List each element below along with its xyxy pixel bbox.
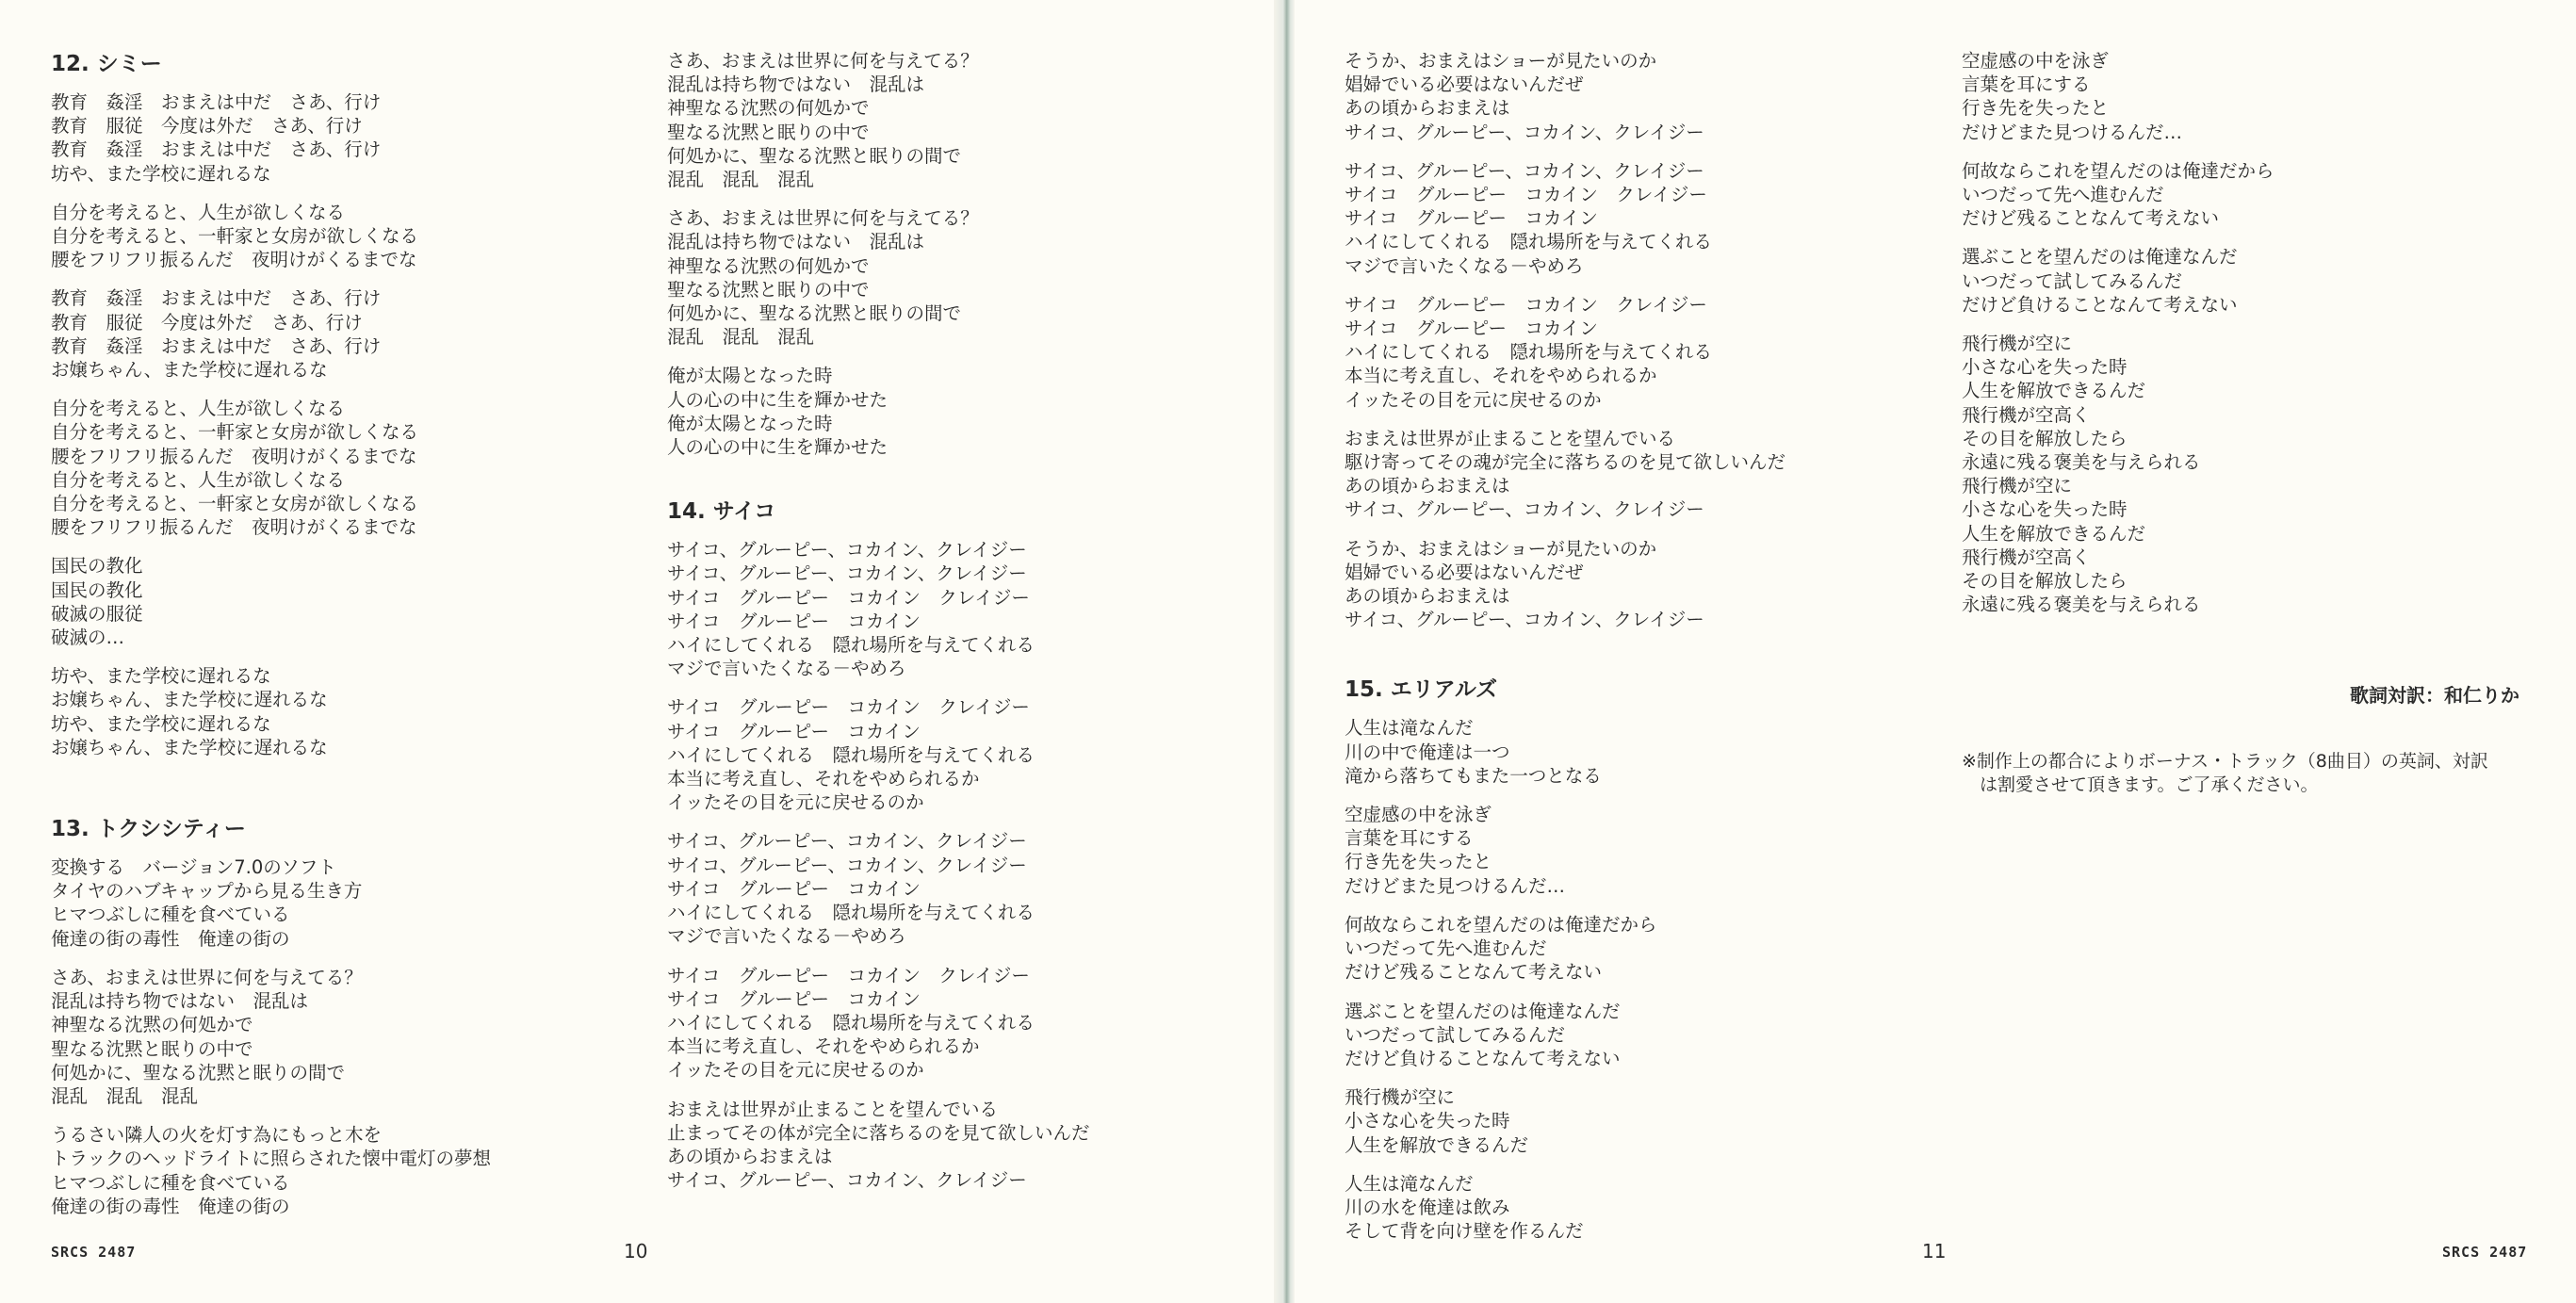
lyric-line: お嬢ちゃん、また学校に遅れるな	[51, 359, 328, 382]
lyric-line: 飛行機が空に	[1345, 1086, 1456, 1109]
lyric-stanza	[667, 695, 1270, 814]
lyric-line: サイコ、グルーピー、コカイン、クレイジー	[667, 562, 1027, 585]
lyric-line: 自分を考えると、一軒家と女房が欲しくなる	[51, 225, 419, 248]
lyric-line: トラックのヘッドライトに照らされた懐中電灯の夢想	[51, 1148, 492, 1170]
lyric-line: さあ、おまえは世界に何を与えてる？	[51, 966, 363, 988]
lyric-line: 飛行機が空に	[1962, 475, 2073, 497]
lyric-line: サイコ グルーピー コカイン クレイジー	[667, 586, 1030, 609]
lyric-line: 行き先を失ったと	[1962, 97, 2110, 120]
lyric-line: その目を解放したら	[1962, 570, 2128, 593]
lyric-line: マジで言いたくなる－やめろ	[1345, 254, 1584, 277]
lyric-line: 教育 服従 今度は外だ さあ、行け	[51, 115, 363, 138]
lyric-line: おまえは世界が止まることを望んでいる	[1345, 427, 1676, 449]
lyric-line: サイコ、グルーピー、コカイン、クレイジー	[667, 830, 1027, 853]
lyric-line: だけどまた見つけるんだ…	[1345, 874, 1566, 897]
lyric-line: 何処かに、聖なる沈黙と眠りの間で	[667, 144, 962, 167]
lyric-line: 永遠に残る褒美を与えられる	[1962, 451, 2201, 474]
lyric-line: 小さな心を失った時	[1962, 356, 2128, 379]
lyric-line: 教育 服従 今度は外だ さあ、行け	[51, 311, 363, 334]
binding-gutter	[1274, 0, 1295, 1303]
lyric-line: 駆け寄ってその魂が完全に落ちるのを見て欲しいんだ	[1345, 451, 1786, 474]
lyric-stanza	[1345, 427, 1948, 522]
lyric-line: サイコ、グルーピー、コカイン、クレイジー	[1345, 609, 1704, 631]
lyric-line: サイコ グルーピー コカイン	[667, 877, 921, 900]
lyric-line: サイコ グルーピー コカイン	[667, 610, 921, 632]
lyric-stanza	[51, 966, 654, 1108]
lyric-line: ハイにしてくれる 隠れ場所を与えてくれる	[667, 902, 1035, 924]
lyric-line: 俺達の街の毒性 俺達の街の	[51, 927, 290, 950]
lyric-line: だけどまた見つけるんだ…	[1962, 121, 2183, 143]
lyric-line: さあ、おまえは世界に何を与えてる？	[667, 50, 979, 72]
lyric-stanza	[1345, 293, 1948, 412]
lyric-line: サイコ グルーピー コカイン クレイジー	[1345, 184, 1707, 206]
lyric-line: 選ぶことを望んだのは俺達なんだ	[1962, 246, 2238, 269]
lyric-line: 聖なる沈黙と眠りの中で	[667, 278, 870, 301]
lyric-line: 人生は滝なんだ	[1345, 1172, 1474, 1195]
lyric-line: 神聖なる沈黙の何処かで	[667, 254, 870, 277]
lyric-line: 国民の教化	[51, 578, 143, 601]
lyric-line: 坊や、また学校に遅れるな	[51, 665, 271, 688]
lyric-line: サイコ グルーピー コカイン	[667, 720, 921, 742]
lyrics-column-1	[51, 49, 654, 1233]
lyric-line: イッたその目を元に戻せるのか	[1345, 388, 1602, 411]
lyric-stanza	[1345, 913, 1948, 985]
lyric-line: さあ、おまえは世界に何を与えてる？	[667, 207, 979, 230]
lyric-line: いつだって試してみるんだ	[1345, 1023, 1566, 1046]
lyric-line: 本当に考え直し、それをやめられるか	[667, 1035, 980, 1058]
lyric-line: そうか、おまえはショーが見たいのか	[1345, 537, 1657, 560]
lyric-stanza	[1962, 49, 2565, 144]
lyric-line: 破滅の服従	[51, 602, 143, 625]
song-title-14: 14. サイコ	[667, 499, 776, 525]
lyric-line: 変換する バージョン7.0のソフト	[51, 856, 336, 879]
lyric-line: いつだって試してみるんだ	[1962, 269, 2183, 292]
lyric-line: 混乱 混乱 混乱	[667, 169, 815, 191]
lyric-line: イッたその目を元に戻せるのか	[667, 791, 924, 814]
lyric-stanza	[1345, 1172, 1948, 1244]
lyric-line: 混乱は持ち物ではない 混乱は	[667, 231, 925, 253]
lyric-line: 人生を解放できるんだ	[1962, 522, 2146, 545]
lyric-line: お嬢ちゃん、また学校に遅れるな	[51, 736, 328, 758]
lyric-line: ヒマつぶしに種を食べている	[51, 904, 290, 926]
lyric-line: 自分を考えると、一軒家と女房が欲しくなる	[51, 493, 419, 515]
lyric-line: ハイにしてくれる 隠れ場所を与えてくれる	[667, 1011, 1035, 1034]
lyric-line: 人生は滝なんだ	[1345, 717, 1474, 740]
lyric-line: 飛行機が空に	[1962, 333, 2073, 355]
catalog-number-left: SRCS 2487	[51, 1244, 137, 1261]
lyric-line: そして背を向け壁を作るんだ	[1345, 1220, 1584, 1243]
lyric-line: 選ぶことを望んだのは俺達なんだ	[1345, 1000, 1621, 1022]
lyric-line: いつだって先へ進むんだ	[1345, 937, 1547, 960]
lyric-stanza	[1345, 537, 1948, 632]
lyric-line: 飛行機が空高く	[1962, 546, 2091, 568]
lyric-line: 本当に考え直し、それをやめられるか	[667, 768, 980, 790]
lyric-line: そうか、おまえはショーが見たいのか	[1345, 50, 1657, 72]
page-number-left: 10	[624, 1240, 648, 1262]
lyric-line: 腰をフリフリ振るんだ 夜明けがくるまでな	[51, 445, 417, 467]
lyric-line: あの頃からおまえは	[667, 1145, 833, 1167]
lyric-stanza	[51, 286, 654, 382]
song-13-lyrics-continued	[667, 49, 1270, 459]
lyric-line: ヒマつぶしに種を食べている	[51, 1171, 290, 1194]
lyric-line: サイコ グルーピー コカイン	[667, 987, 921, 1010]
lyric-line: 腰をフリフリ振るんだ 夜明けがくるまでな	[51, 249, 417, 271]
lyric-line: 何故ならこれを望んだのは俺達だから	[1962, 159, 2274, 182]
lyric-line: あの頃からおまえは	[1345, 475, 1510, 497]
lyric-stanza	[667, 829, 1270, 948]
lyric-line: ハイにしてくれる 隠れ場所を与えてくれる	[667, 634, 1035, 657]
lyric-line: 小さな心を失った時	[1962, 498, 2128, 521]
lyric-line: だけど負けることなんて考えない	[1962, 293, 2238, 316]
lyric-line: サイコ、グルーピー、コカイン、クレイジー	[1345, 121, 1704, 143]
lyrics-column-4	[1962, 49, 2565, 631]
lyric-line: 滝から落ちてもまた一つとなる	[1345, 764, 1602, 787]
lyric-stanza	[1345, 803, 1948, 898]
lyric-line: 何処かに、聖なる沈黙と眠りの間で	[51, 1061, 346, 1083]
lyric-line: 空虚感の中を泳ぎ	[1345, 804, 1492, 826]
song-title-12: 12. シミー	[51, 52, 162, 76]
lyric-stanza	[1962, 245, 2565, 317]
lyric-stanza	[51, 1123, 654, 1218]
lyric-line: マジで言いたくなる－やめろ	[667, 925, 906, 948]
lyric-line: マジで言いたくなる－やめろ	[667, 658, 906, 680]
lyric-line: おまえは世界が止まることを望んでいる	[667, 1098, 999, 1120]
lyric-line: だけど残ることなんて考えない	[1345, 961, 1603, 984]
lyric-line: 永遠に残る褒美を与えられる	[1962, 594, 2201, 616]
lyric-stanza	[51, 855, 654, 951]
lyric-stanza	[667, 206, 1270, 349]
lyric-stanza	[667, 49, 1270, 191]
song-13-lyrics	[51, 855, 654, 1218]
lyric-line: 自分を考えると、人生が欲しくなる	[51, 201, 346, 223]
lyric-line: 俺が太陽となった時	[667, 365, 833, 387]
lyric-line: 人の心の中に生を輝かせた	[667, 388, 889, 411]
lyric-stanza	[1345, 1000, 1948, 1071]
lyric-line: 自分を考えると、一軒家と女房が欲しくなる	[51, 421, 419, 444]
lyric-line: サイコ、グルーピー、コカイン、クレイジー	[667, 539, 1027, 562]
lyric-line: 自分を考えると、人生が欲しくなる	[51, 398, 346, 420]
lyric-line: 人の心の中に生を輝かせた	[667, 436, 889, 459]
lyric-line: 坊や、また学校に遅れるな	[51, 712, 271, 735]
lyric-line: イッたその目を元に戻せるのか	[667, 1059, 924, 1082]
lyric-stanza	[667, 1098, 1270, 1193]
lyric-line: 教育 姦淫 おまえは中だ さあ、行け	[51, 287, 382, 310]
lyric-line: 何故ならこれを望んだのは俺達だから	[1345, 913, 1657, 936]
lyric-stanza	[1962, 159, 2565, 231]
lyric-line: ハイにしてくれる 隠れ場所を与えてくれる	[1345, 341, 1713, 364]
lyric-line: 俺達の街の毒性 俺達の街の	[51, 1195, 290, 1217]
lyric-line: 腰をフリフリ振るんだ 夜明けがくるまでな	[51, 516, 417, 539]
lyric-line: 言葉を耳にする	[1962, 73, 2091, 96]
lyrics-column-3	[1345, 49, 1948, 1258]
song-12-lyrics	[51, 90, 654, 759]
lyric-stanza	[51, 397, 654, 539]
lyric-line: お嬢ちゃん、また学校に遅れるな	[51, 689, 328, 711]
lyric-line: 破滅の…	[51, 627, 125, 649]
lyric-line: 娼婦でいる必要はないんだぜ	[1345, 561, 1584, 583]
lyric-stanza	[1345, 716, 1948, 788]
lyric-line: 聖なる沈黙と眠りの中で	[667, 121, 870, 143]
lyric-line: 坊や、また学校に遅れるな	[51, 162, 271, 185]
lyric-line: 本当に考え直し、それをやめられるか	[1345, 365, 1657, 387]
catalog-number-right: SRCS 2487	[2442, 1244, 2528, 1261]
lyric-line: サイコ、グルーピー、コカイン、クレイジー	[667, 854, 1027, 876]
lyric-line: 教育 姦淫 おまえは中だ さあ、行け	[51, 91, 382, 113]
song-15-lyrics	[1345, 716, 1948, 1243]
lyrics-column-2	[667, 49, 1270, 1207]
lyric-line: だけど負けることなんて考えない	[1345, 1047, 1621, 1069]
lyric-line: いつだって先へ進むんだ	[1962, 184, 2164, 206]
lyric-line: タイヤのハブキャップから見る生き方	[51, 880, 363, 903]
lyric-line: 止まってその体が完全に落ちるのを見て欲しいんだ	[667, 1121, 1090, 1144]
lyric-line: 空虚感の中を泳ぎ	[1962, 50, 2110, 72]
lyric-line: 混乱 混乱 混乱	[51, 1084, 199, 1107]
lyric-line: ハイにしてくれる 隠れ場所を与えてくれる	[1345, 231, 1713, 253]
song-14-lyrics	[667, 538, 1270, 1192]
lyric-line: 混乱は持ち物ではない 混乱は	[51, 990, 309, 1013]
note-line: は割愛させて頂きます。ご了承ください。	[1962, 774, 2319, 795]
lyric-stanza	[1962, 332, 2565, 616]
lyric-line: 川の水を俺達は飲み	[1345, 1196, 1510, 1218]
lyric-line: 人生を解放できるんだ	[1962, 380, 2146, 402]
lyric-stanza	[51, 90, 654, 186]
song-title-13: 13. トクシシティー	[51, 817, 246, 842]
lyric-stanza	[667, 964, 1270, 1083]
lyric-line: だけど残ることなんて考えない	[1962, 207, 2220, 230]
lyric-line: サイコ、グルーピー、コカイン、クレイジー	[1345, 159, 1704, 182]
lyric-line: あの頃からおまえは	[1345, 585, 1510, 608]
lyric-line: 教育 姦淫 おまえは中だ さあ、行け	[51, 334, 382, 357]
lyric-line: 神聖なる沈黙の何処かで	[51, 1014, 253, 1036]
lyric-line: 娼婦でいる必要はないんだぜ	[1345, 73, 1584, 96]
lyric-line: ハイにしてくれる 隠れ場所を与えてくれる	[667, 743, 1035, 766]
lyric-line: サイコ グルーピー コカイン クレイジー	[1345, 293, 1707, 316]
lyric-line: その目を解放したら	[1962, 427, 2128, 449]
lyric-line: 神聖なる沈黙の何処かで	[667, 97, 870, 120]
translation-credit: 歌詞対訳：和仁りか	[2350, 684, 2519, 707]
lyric-line: 飛行機が空高く	[1962, 403, 2091, 426]
lyric-stanza	[667, 538, 1270, 680]
lyric-line: 川の中で俺達は一つ	[1345, 741, 1510, 763]
lyric-stanza	[51, 554, 654, 649]
lyric-stanza	[51, 664, 654, 759]
song-15-lyrics-continued	[1962, 49, 2565, 616]
lyric-stanza	[667, 364, 1270, 459]
lyric-stanza	[1345, 159, 1948, 278]
lyric-line: サイコ、グルーピー、コカイン、クレイジー	[1345, 498, 1704, 521]
lyric-line: 国民の教化	[51, 555, 143, 578]
lyric-line: 教育 姦淫 おまえは中だ さあ、行け	[51, 138, 382, 161]
lyric-line: サイコ グルーピー コカイン	[1345, 207, 1598, 230]
lyric-line: サイコ グルーピー コカイン クレイジー	[667, 696, 1030, 719]
lyric-line: 聖なる沈黙と眠りの中で	[51, 1037, 253, 1060]
lyric-line: サイコ グルーピー コカイン クレイジー	[667, 964, 1030, 986]
lyric-line: 人生を解放できるんだ	[1345, 1133, 1529, 1156]
song-title-15: 15. エリアルズ	[1345, 677, 1498, 703]
production-note	[1962, 750, 2527, 797]
lyric-line: 小さな心を失った時	[1345, 1110, 1510, 1132]
song-14-lyrics-continued	[1345, 49, 1948, 631]
lyric-line: 混乱 混乱 混乱	[667, 326, 815, 349]
lyric-line: サイコ、グルーピー、コカイン、クレイジー	[667, 1169, 1027, 1192]
lyric-line: 俺が太陽となった時	[667, 412, 833, 434]
lyric-line: あの頃からおまえは	[1345, 97, 1510, 120]
lyric-line: 混乱は持ち物ではない 混乱は	[667, 73, 925, 96]
note-line: ※制作上の都合によりボーナス・トラック（8曲目）の英詞、対訳	[1962, 751, 2488, 772]
lyric-line: 自分を考えると、人生が欲しくなる	[51, 468, 346, 491]
lyric-line: 行き先を失ったと	[1345, 851, 1492, 873]
lyric-stanza	[51, 201, 654, 272]
lyric-line: うるさい隣人の火を灯す為にもっと木を	[51, 1124, 383, 1147]
lyric-line: 何処かに、聖なる沈黙と眠りの間で	[667, 302, 962, 325]
lyric-line: 言葉を耳にする	[1345, 827, 1474, 850]
lyric-stanza	[1345, 1085, 1948, 1157]
lyric-stanza	[1345, 49, 1948, 144]
page-number-right: 11	[1922, 1240, 1947, 1262]
lyric-line: サイコ グルーピー コカイン	[1345, 318, 1598, 340]
